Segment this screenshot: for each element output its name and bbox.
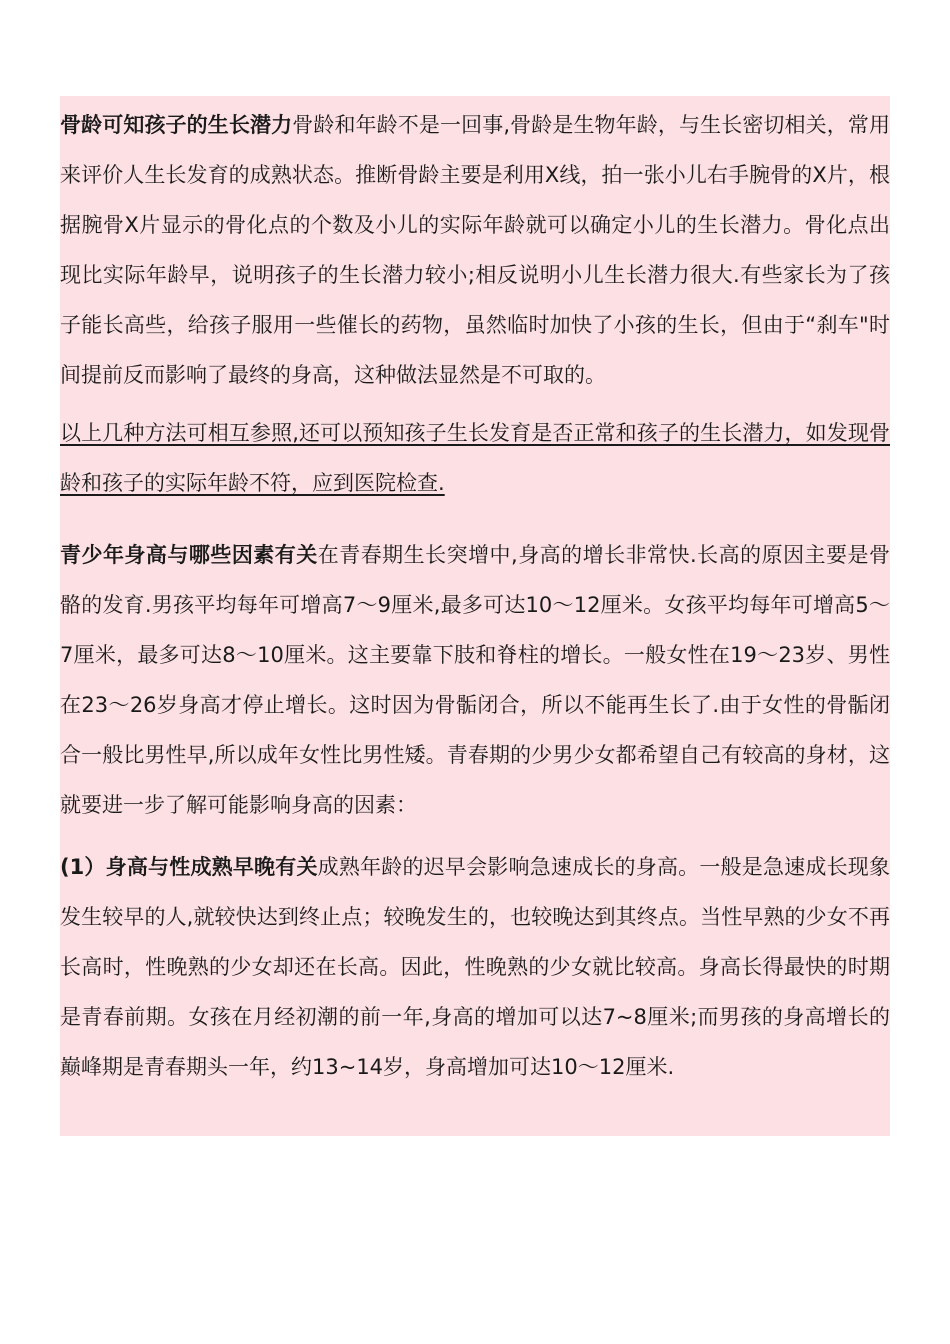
paragraph-sexual-maturity: [60, 842, 890, 1092]
section-heading-bone-age: 骨龄可知孩子的生长潜力: [60, 113, 293, 137]
paragraph-summary-note: [60, 408, 890, 508]
section-text-summary-note: 以上几种方法可相互参照,还可以预知孩子生长发育是否正常和孩子的生长潜力，如发现骨龄和孩子的实际年龄不符，应到医院检查.: [60, 421, 890, 495]
section-heading-sexual-maturity: (1）身高与性成熟早晚有关: [60, 855, 318, 879]
paragraph-height-factors: [60, 530, 890, 830]
paragraph-bone-age: [60, 100, 890, 400]
section-text-bone-age: 骨龄和年龄不是一回事,骨龄是生物年龄，与生长密切相关，常用来评价人生长发育的成熟状态。推断骨龄主要是利用X线，拍一张小儿右手腕骨的X片，根据腕骨X片显示的骨化点的个数及小儿的实际年龄就可以确定小儿的生长潜力。骨化点出现比实际年龄早，说明孩子的生长潜力较小;相反说明小儿生长潜力很大.有些家长为了孩子能长高些，给孩子服用一些催长的药物，虽然临时加快了小孩的生长，但由于“刹车"时间提前反而影响了最终的身高，这种做法显然是不可取的。: [60, 113, 890, 387]
document-body: [60, 100, 890, 1092]
section-text-height-factors: 在青春期生长突增中,身高的增长非常快.长高的原因主要是骨骼的发育.男孩平均每年可增高7～9厘米,最多可达10～12厘米。女孩平均每年可增高5～7厘米，最多可达8～10厘米。这主要靠下肢和脊柱的增长。一般女性在19～23岁、男性在23～26岁身高才停止增长。这时因为骨骺闭合，所以不能再生长了.由于女性的骨骺闭合一般比男性早,所以成年女性比男性矮。青春期的少男少女都希望自己有较高的身材，这就要进一步了解可能影响身高的因素：: [60, 543, 890, 817]
section-heading-height-factors: 青少年身高与哪些因素有关: [60, 543, 318, 567]
section-text-sexual-maturity: 成熟年龄的迟早会影响急速成长的身高。一般是急速成长现象发生较早的人,就较快达到终止点；较晚发生的，也较晚达到其终点。当性早熟的少女不再长高时，性晚熟的少女却还在长高。因此，性晚熟的少女就比较高。身高长得最快的时期是青春前期。女孩在月经初潮的前一年,身高的增加可以达7~8厘米;而男孩的身高增长的巅峰期是青春期头一年，约13~14岁，身高增加可达10～12厘米.: [60, 855, 890, 1079]
